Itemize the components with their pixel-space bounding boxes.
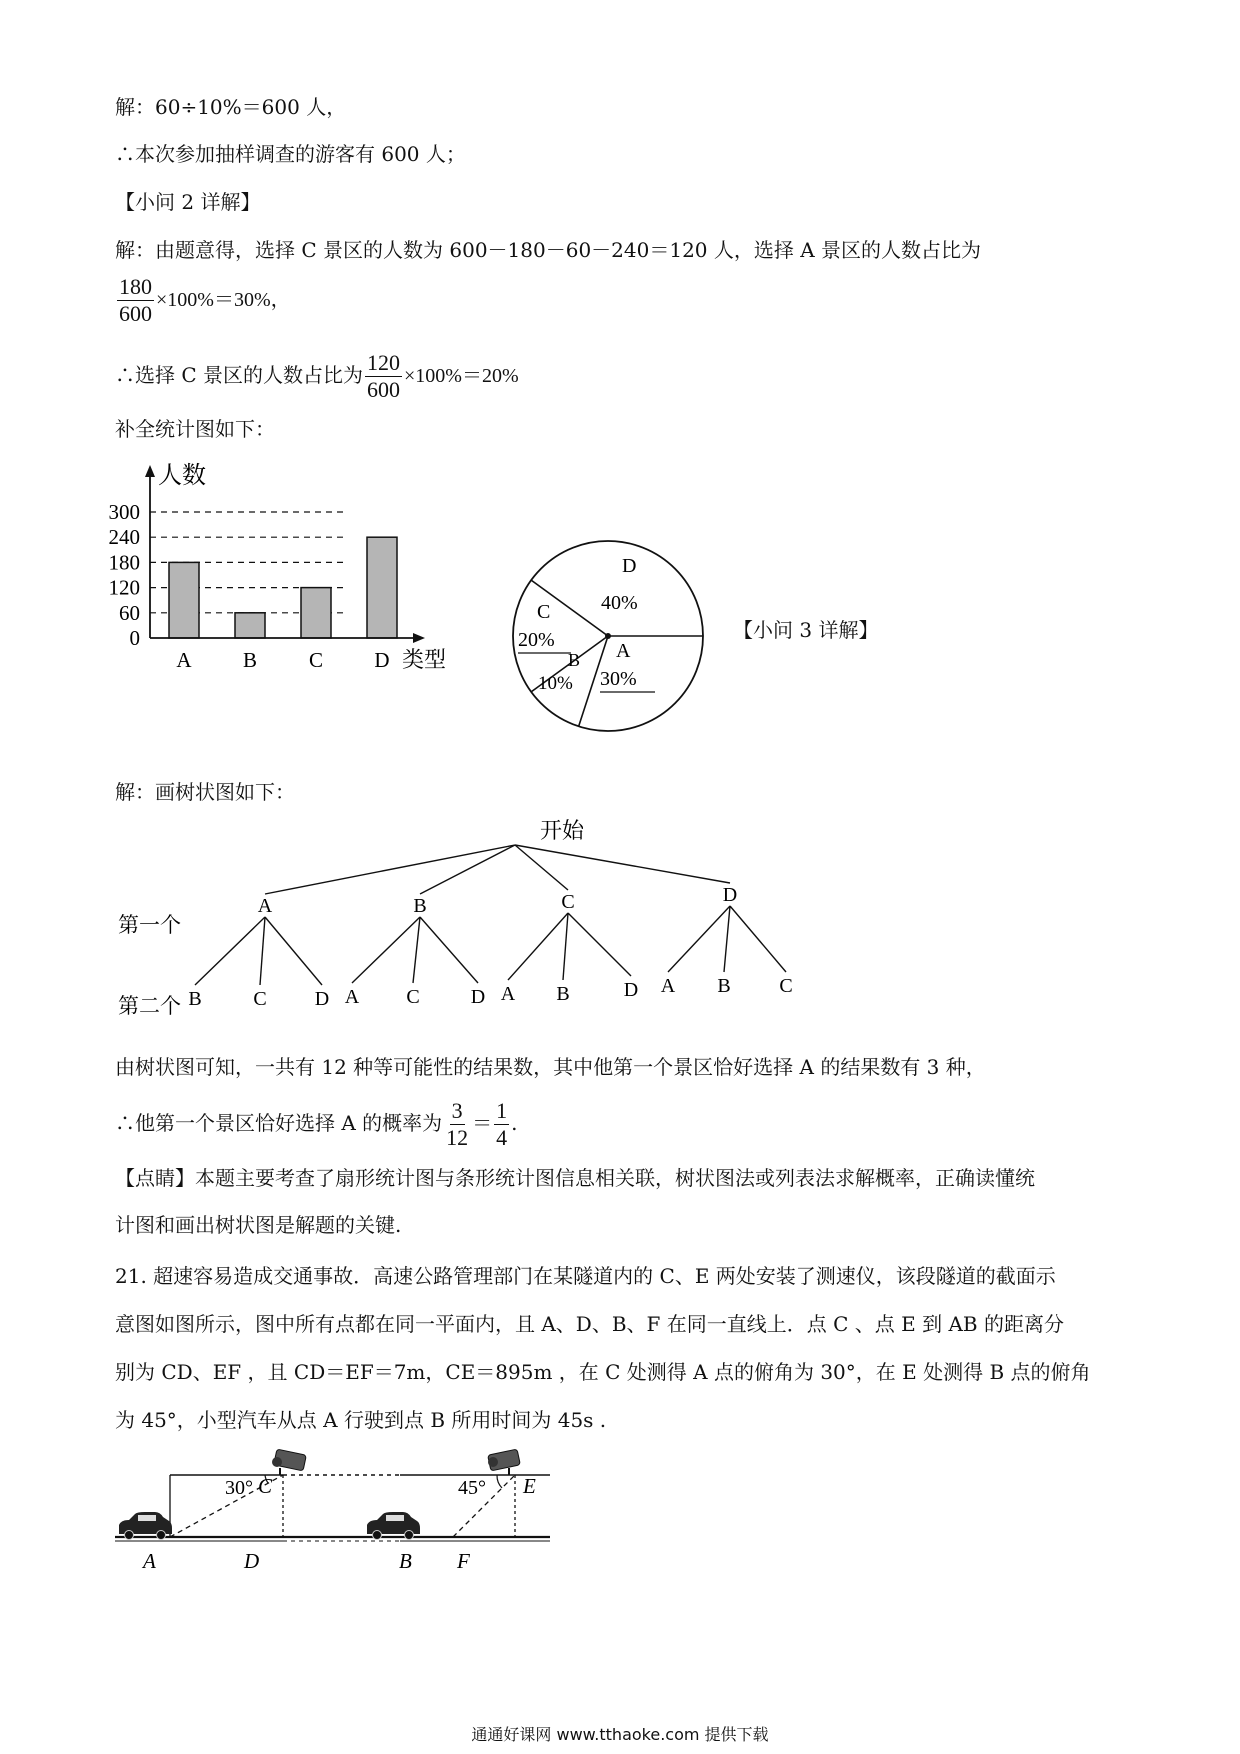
speed-camera-c <box>272 1449 306 1475</box>
tree-edge <box>515 845 568 890</box>
y-tick-label: 0 <box>129 626 140 650</box>
x-tick-label: B <box>242 648 258 672</box>
bar-d <box>367 537 397 638</box>
pie-label-d: D <box>622 555 637 577</box>
subquestion-2-heading: 【小问 2 详解】 <box>115 190 261 214</box>
fraction-120-600: $\frac{120}{600}$ <box>367 350 401 402</box>
tree-edge <box>515 845 730 883</box>
point-d-label: D <box>244 1549 260 1573</box>
remark-line-2: 计图和画出树状图是解题的关键. <box>115 1213 402 1237</box>
point-e-label: E <box>523 1474 536 1498</box>
x-tick-label: D <box>374 648 390 672</box>
point-f-label: F <box>457 1549 470 1573</box>
tree-node-level1: D <box>722 884 738 906</box>
solution-line-10: ∴他第一个景区恰好选择 A 的概率为 $\frac{3}{12}$ ＝ $\frac{1}{4}$ . <box>115 1098 518 1150</box>
angle-45-label: 45° <box>458 1477 486 1499</box>
question-21-line-4: 为 45°，小型汽车从点 A 行驶到点 B 所用时间为 45s . <box>115 1408 607 1432</box>
tree-edge <box>413 917 420 983</box>
question-21-line-1: 21. 超速容易造成交通事故．高速公路管理部门在某隧道内的 C、E 两处安装了测速仪，该段隧道的截面示 <box>115 1264 1056 1288</box>
tunnel-figure <box>105 1450 565 1575</box>
subquestion-3-heading: 【小问 3 详解】 <box>733 618 879 642</box>
tree-node-level2: D <box>623 979 639 1001</box>
pie-label-a: A <box>616 640 631 662</box>
x-axis-arrow <box>413 633 425 643</box>
x-axis-label: 类型 <box>402 647 447 672</box>
y-tick-label: 300 <box>108 500 140 524</box>
tree-edge <box>668 906 730 972</box>
tree-node-level2: A <box>500 983 516 1005</box>
tree-node-level2: B <box>556 983 570 1005</box>
solution-line-9: 由树状图可知，一共有 12 种等可能性的结果数，其中他第一个景区恰好选择 A 的结果数有 3 种， <box>115 1055 986 1079</box>
page-footer: 通通好课网 www.tthaoke.com 提供下载 <box>471 1725 769 1744</box>
tree-edge <box>563 913 568 980</box>
tree-edge <box>265 917 322 985</box>
bar-c <box>301 588 331 638</box>
tree-root: 开始 <box>539 818 585 843</box>
car-at-b <box>367 1512 420 1540</box>
point-b-label: B <box>399 1549 412 1573</box>
tree-diagram <box>100 815 930 1030</box>
tree-node-level2: A <box>344 986 360 1008</box>
solution-line-1: 解：60÷10%＝600 人， <box>115 95 347 119</box>
tree-edge <box>420 917 478 983</box>
y-axis-label: 人数 <box>158 463 206 489</box>
tree-edge <box>568 913 631 976</box>
tree-node-level2: D <box>314 988 330 1010</box>
tree-node-level2: D <box>470 986 486 1008</box>
speed-camera-e <box>488 1449 521 1475</box>
solution-line-5: $\frac{180}{600}$ ×100%＝30%， <box>119 274 291 326</box>
y-axis-arrow <box>145 465 155 477</box>
solution-line-7: 补全统计图如下： <box>115 417 275 441</box>
fraction-3-12: $\frac{3}{12}$ <box>446 1098 469 1150</box>
tree-node-level1: C <box>561 891 575 913</box>
bar-chart <box>100 455 447 675</box>
pie-label-c: C <box>537 601 551 623</box>
pie-value-d: 40% <box>601 592 638 614</box>
tree-edge <box>265 845 515 894</box>
y-tick-label: 120 <box>108 575 140 600</box>
solution-line-8: 解：画树状图如下： <box>115 780 295 804</box>
angle-30-label: 30° <box>225 1477 253 1499</box>
angle-arc-45 <box>497 1475 502 1488</box>
question-21-line-2: 意图如图所示，图中所有点都在同一平面内，且 A、D、B、F 在同一直线上．点 C 、点 E 到 AB 的距离分 <box>115 1312 1064 1336</box>
tree-node-level2: C <box>406 986 420 1008</box>
remark-line-1: 【点睛】本题主要考查了扇形统计图与条形统计图信息相关联，树状图法或列表法求解概率，正确读懂统 <box>115 1166 1035 1190</box>
pie-value-a: 30% <box>600 668 637 690</box>
tree-node-level2: B <box>188 988 202 1010</box>
tree-level2-label: 第二个 <box>118 994 181 1018</box>
tree-edge <box>508 913 568 980</box>
x-tick-label: C <box>308 648 324 672</box>
point-c-label: C <box>258 1474 273 1498</box>
solution-line-2: ∴本次参加抽样调查的游客有 600 人； <box>115 142 466 166</box>
pie-value-b: 10% <box>538 673 573 694</box>
fraction-1-4: $\frac{1}{4}$ <box>496 1098 508 1150</box>
tree-node-level2: B <box>717 975 731 997</box>
tree-node-level1: A <box>257 895 273 917</box>
tree-level1-label: 第一个 <box>118 913 181 937</box>
tree-edge <box>352 917 420 983</box>
x-tick-label: A <box>176 648 192 672</box>
tree-edge <box>420 845 515 894</box>
tree-edge <box>724 906 730 972</box>
y-tick-label: 60 <box>119 600 140 625</box>
tree-node-level2: C <box>253 988 267 1010</box>
tree-edge <box>730 906 786 972</box>
question-21-line-3: 别为 CD、EF ，且 CD＝EF＝7m，CE＝895m ，在 C 处测得 A 点的俯角为 30°，在 E 处测得 B 点的俯角 <box>115 1360 1091 1384</box>
pie-value-c: 20% <box>518 629 555 651</box>
pie-center <box>605 633 611 639</box>
pie-chart <box>505 535 715 735</box>
tree-edge <box>195 917 265 985</box>
tree-node-level2: A <box>660 975 676 997</box>
tree-node-level2: C <box>779 975 793 997</box>
y-tick-label: 240 <box>108 525 140 550</box>
tree-edge <box>260 917 265 985</box>
solution-line-6: ∴选择 C 景区的人数占比为 $\frac{120}{600}$ ×100%＝20% <box>115 350 519 402</box>
car-at-a <box>119 1512 172 1540</box>
bar-a <box>169 562 199 638</box>
point-a-label: A <box>143 1549 156 1573</box>
y-tick-label: 180 <box>108 550 140 575</box>
tree-node-level1: B <box>413 895 427 917</box>
fraction-180-600: $\frac{180}{600}$ <box>119 274 152 326</box>
solution-line-4: 解：由题意得，选择 C 景区的人数为 600－180－60－240＝120 人，选择 A 景区的人数占比为 <box>115 238 982 262</box>
pie-label-b: B <box>568 650 581 670</box>
bar-b <box>235 613 265 638</box>
